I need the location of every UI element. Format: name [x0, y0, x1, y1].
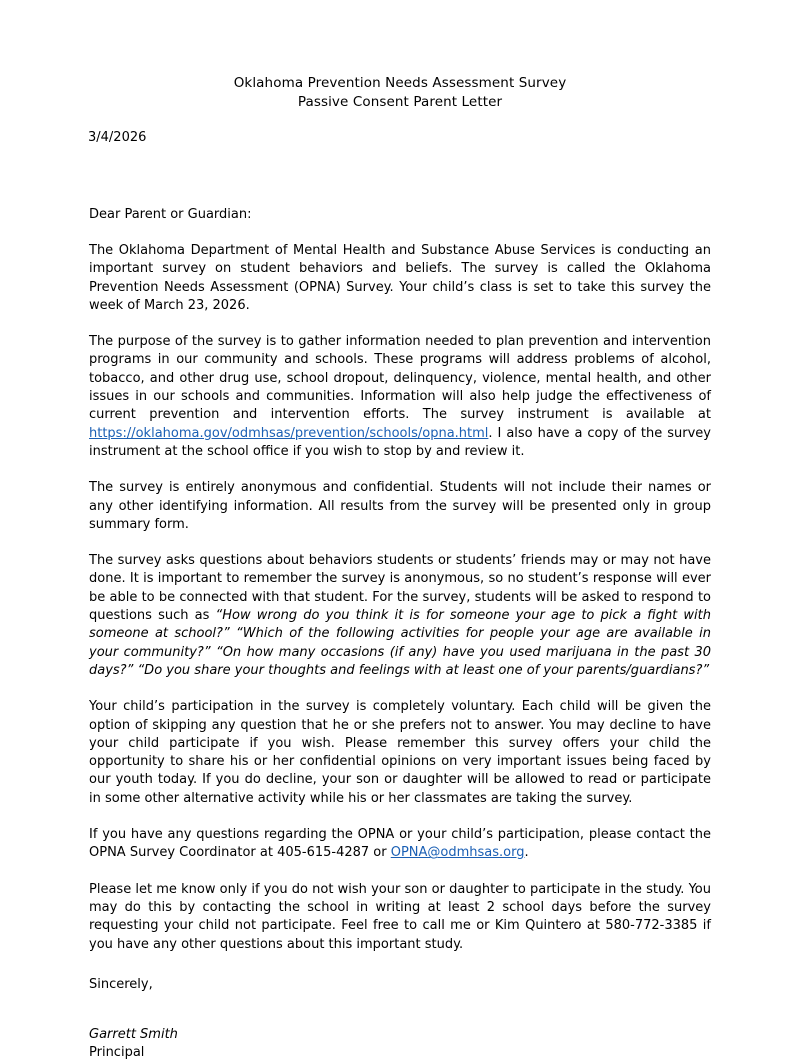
paragraph-opt-out: Please let me know only if you do not wish your son or daughter to participate in the study. You may do this by contacting the school in writing at least 2 school days before the survey requesting your child not participate. Feel free to call me or Kim Quintero at 580-772-3385 if you have any other questions about this important study. [89, 881, 711, 952]
paragraph-purpose-text-after-link: . I also have a copy of the survey instrument at the school office if you wish to stop by and review it. [89, 425, 711, 459]
coordinator-email-link[interactable]: OPNA@odmhsas.org [390, 845, 525, 861]
sample-questions-intro: The survey asks questions about behaviors students or students’ friends may or may not have done. It is important to remember the survey is anonymous, so no student’s response will ever be able to be connected with that student. For the survey, students will be asked to respond to questions such as [89, 553, 711, 624]
paragraph-purpose [89, 333, 711, 461]
paragraph-contact [89, 826, 711, 863]
closing-line: Sincerely, [89, 976, 153, 992]
paragraph-intro: The Oklahoma Department of Mental Health and Substance Abuse Services is conducting an important survey on student behaviors and beliefs. The survey is called the Oklahoma Prevention Needs Assessment (OPNA) Survey. Your child’s class is set to take this survey the week of March 23, 2026. [89, 243, 711, 313]
document-title [89, 74, 711, 112]
salutation: Dear Parent or Guardian: [89, 207, 252, 222]
title-line-1: Oklahoma Prevention Needs Assessment Survey [233, 75, 567, 91]
contact-text-before-email: If you have any questions regarding the OPNA or your child’s participation, please contact the OPNA Survey Coordinator at 405-615-4287 or [89, 827, 711, 861]
signature-role: Principal [89, 1044, 145, 1060]
survey-instrument-link[interactable]: https://oklahoma.gov/odmhsas/prevention/schools/opna.html [89, 425, 489, 441]
contact-text-after-email: . [524, 845, 529, 861]
paragraph-anonymity: The survey is entirely anonymous and confidential. Students will not include their names or any other identifying information. All results from the survey will be presented only in group summary form. [89, 480, 711, 532]
signature-name: Garrett Smith [89, 1026, 178, 1042]
title-line-2: Passive Consent Parent Letter [297, 94, 503, 110]
sample-questions-quotes: “How wrong do you think it is for someone your age to pick a fight with someone at school?” “Which of the following activities for people your age are available in your community?” “On how many occasions (if any) have you used marijuana in the past 30 days?” “Do you share your thoughts and feelings with at least one of your parents/guardians?” [89, 608, 711, 678]
paragraph-purpose-text-before-link: The purpose of the survey is to gather information needed to plan prevention and intervention programs in our community and schools. These programs will address problems of alcohol, tobacco, and other drug use, school dropout, delinquency, violence, mental health, and other issues in our schools and communities. Information will also help judge the effectiveness of current prevention and intervention efforts. The survey instrument is available at [89, 334, 711, 423]
paragraph-voluntary-participation: Your child’s participation in the survey is completely voluntary. Each child will be given the option of skipping any question that he or she prefers not to answer. You may decline to have your child participate if you wish. Please remember this survey offers your child the opportunity to share his or her confidential opinions on very important issues being faced by our youth today. If you do decline, your son or daughter will be allowed to read or participate in some other alternative activity while his or her classmates are taking the survey. [89, 699, 711, 806]
paragraph-sample-questions [89, 552, 711, 680]
document-body [89, 74, 711, 1062]
letter-date: 3/4/2026 [88, 130, 147, 145]
